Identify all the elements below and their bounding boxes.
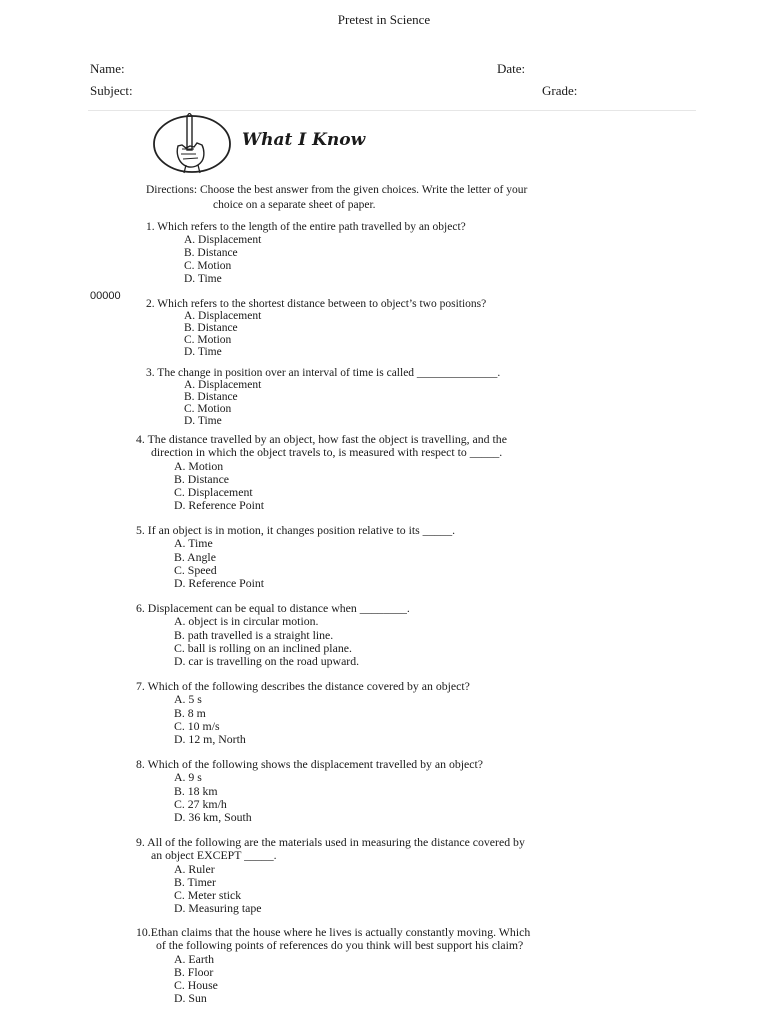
choice-a: A. Displacement — [184, 379, 262, 391]
choice-c: C. Meter stick — [174, 888, 242, 903]
question-stem-line-2: an object EXCEPT _____. — [151, 848, 277, 863]
choice-b: B. Floor — [174, 964, 214, 979]
choice-a: A. 5 s — [174, 692, 202, 707]
choice-d: D. Reference Point — [174, 576, 265, 591]
choice-a: A. object is in circular motion. — [174, 614, 319, 629]
choice-b: B. path travelled is a straight line. — [174, 627, 334, 642]
choice-a: A. Ruler — [174, 861, 215, 876]
question-8 — [136, 758, 483, 824]
choice-a: A. Earth — [174, 951, 214, 966]
choice-b: B. Timer — [174, 874, 216, 889]
question-stem: 5. If an object is in motion, it changes position relative to its _____. — [136, 523, 456, 537]
question-stem: 2. Which refers to the shortest distance between to object’s two positions? — [146, 298, 487, 310]
choice-c: C. Motion — [184, 260, 232, 272]
choice-c: C. House — [174, 978, 218, 993]
subject-label: Subject: — [90, 83, 133, 98]
choice-a: A. Motion — [174, 458, 224, 473]
choice-b: B. 18 km — [174, 783, 218, 798]
choice-c: C. ball is rolling on an inclined plane. — [174, 640, 352, 655]
directions-line-1: Directions: Choose the best answer from the given choices. Write the letter of your — [146, 184, 528, 196]
choice-d: D. Time — [184, 346, 222, 358]
section-title: What I Know — [242, 130, 366, 150]
question-stem: 10.Ethan claims that the house where he lives is actually constantly moving. Which — [136, 925, 531, 939]
question-5 — [136, 524, 455, 590]
choice-d: D. car is travelling on the road upward. — [174, 654, 360, 669]
choice-d: D. 12 m, North — [174, 732, 246, 747]
choice-a: A. Displacement — [184, 234, 262, 246]
choice-b: B. Distance — [184, 391, 238, 403]
choice-b: B. 8 m — [174, 705, 206, 720]
choice-b: B. Distance — [184, 322, 238, 334]
choice-c: C. Motion — [184, 334, 232, 346]
question-stem: 8. Which of the following shows the displacement travelled by an object? — [136, 757, 484, 771]
choice-d: D. Time — [184, 273, 222, 285]
question-7 — [136, 680, 470, 746]
question-stem: 6. Displacement can be equal to distance when ________. — [136, 601, 410, 615]
question-stem: 3. The change in position over an interval of time is called ______________. — [146, 367, 501, 379]
choice-a: A. Displacement — [184, 310, 262, 322]
question-2 — [146, 298, 486, 358]
choice-c: C. 10 m/s — [174, 718, 220, 733]
question-stem-line-2: direction in which the object travels to, is measured with respect to _____. — [151, 445, 503, 460]
side-note: 00000 — [90, 290, 121, 302]
hand-pencil-icon — [150, 113, 234, 175]
question-1 — [146, 221, 466, 286]
header-divider — [88, 110, 696, 111]
choice-b: B. Distance — [184, 247, 238, 259]
date-label: Date: — [497, 61, 526, 76]
grade-label: Grade: — [542, 83, 578, 98]
name-label: Name: — [90, 61, 125, 76]
question-stem: 4. The distance travelled by an object, how fast the object is travelling, and the — [136, 432, 507, 446]
directions — [146, 183, 527, 213]
question-stem: 7. Which of the following describes the distance covered by an object? — [136, 679, 470, 693]
choice-c: C. Motion — [184, 403, 232, 415]
choice-b: B. Distance — [174, 471, 230, 486]
choice-a: A. 9 s — [174, 770, 202, 785]
choice-c: C. Speed — [174, 562, 217, 577]
choice-d: D. 36 km, South — [174, 810, 252, 825]
question-stem: 1. Which refers to the length of the entire path travelled by an object? — [146, 221, 466, 233]
choice-d: D. Measuring tape — [174, 901, 262, 916]
question-6 — [136, 602, 410, 668]
directions-line-2: choice on a separate sheet of paper. — [213, 199, 376, 211]
question-stem-line-2: of the following points of references do you think will best support his claim? — [156, 938, 524, 953]
choice-c: C. Displacement — [174, 485, 253, 500]
question-9 — [136, 836, 525, 916]
choice-c: C. 27 km/h — [174, 796, 227, 811]
document-title: Pretest in Science — [337, 12, 431, 27]
choice-b: B. Angle — [174, 549, 216, 564]
question-4 — [136, 433, 507, 513]
question-stem: 9. All of the following are the materials used in measuring the distance covered by — [136, 835, 525, 849]
question-10 — [136, 926, 530, 1006]
choice-d: D. Time — [184, 415, 222, 427]
choice-d: D. Reference Point — [174, 498, 265, 513]
choice-d: D. Sun — [174, 991, 207, 1006]
choice-a: A. Time — [174, 536, 213, 551]
question-3 — [146, 367, 500, 427]
